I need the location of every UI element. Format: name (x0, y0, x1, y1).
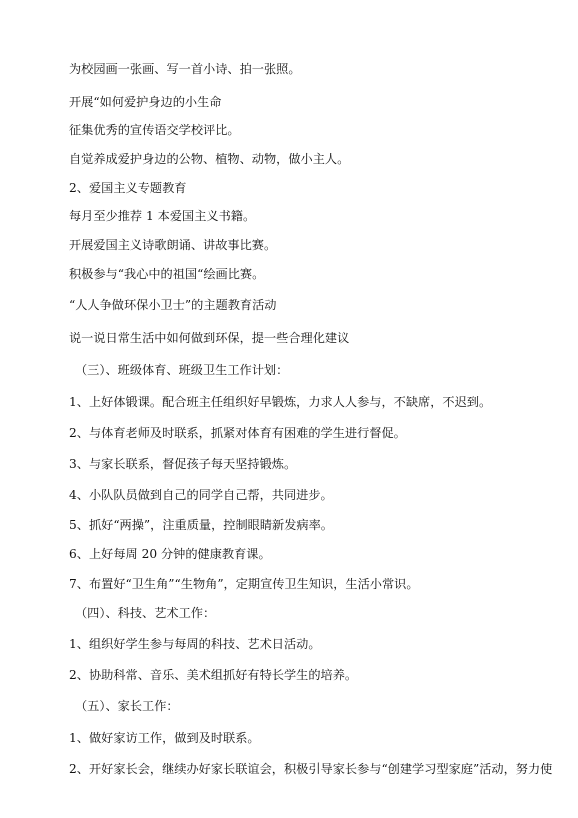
text-line: 积极参与“我心中的祖国“绘画比赛。 (69, 267, 265, 281)
section-heading: 2、爱国主义专题教育 (69, 181, 187, 195)
text-line: 开展爱国主义诗歌朗诵、讲故事比赛。 (69, 238, 277, 252)
text-line: “人人争做环保小卫士”的主题教育活动 (69, 298, 277, 312)
section-heading: （四）、科技、艺术工作： (75, 606, 216, 620)
list-item: 4、小队队员做到自己的同学自己帮，共同进步。 (69, 488, 333, 502)
list-item: 6、上好每周 20 分钟的健康教育课。 (69, 547, 271, 561)
text-line: 征集优秀的宣传语交学校评比。 (69, 123, 240, 137)
section-heading: （五）、家长工作： (75, 699, 179, 713)
text-line: 每月至少推荐 1 本爱国主义书籍。 (69, 209, 256, 223)
list-item: 2、开好家长会，继续办好家长联谊会，积极引导家长参与“创建学习型家庭”活动，努力使 (69, 762, 553, 776)
list-item: 5、抓好“两操”，注重质量，控制眼睛新发病率。 (69, 518, 333, 532)
text-line: 为校园画一张画、写一首小诗、拍一张照。 (69, 62, 301, 76)
list-item: 1、做好家访工作，做到及时联系。 (69, 731, 260, 745)
list-item: 2、与体育老师及时联系，抓紧对体育有困难的学生进行督促。 (69, 426, 406, 440)
text-line: 开展“如何爱护身边的小生命 (69, 95, 222, 109)
list-item: 2、协助科常、音乐、美术组抓好有特长学生的培养。 (69, 668, 358, 682)
list-item: 1、上好体锻课。配合班主任组织好早锻炼，力求人人参与，不缺席，不迟到。 (69, 395, 492, 409)
list-item: 3、与家长联系，督促孩子每天坚持锻炼。 (69, 457, 297, 471)
list-item: 7、布置好“卫生角”“生物角”，定期宣传卫生知识，生活小常识。 (69, 577, 419, 591)
text-line: 自觉养成爱护身边的公物、植物、动物，做小主人。 (69, 152, 350, 166)
text-line: 说一说日常生活中如何做到环保，提一些合理化建议 (69, 331, 350, 345)
section-heading: （三）、班级体育、班级卫生工作计划： (75, 363, 289, 377)
list-item: 1、组织好学生参与每周的科技、艺术日活动。 (69, 637, 321, 651)
